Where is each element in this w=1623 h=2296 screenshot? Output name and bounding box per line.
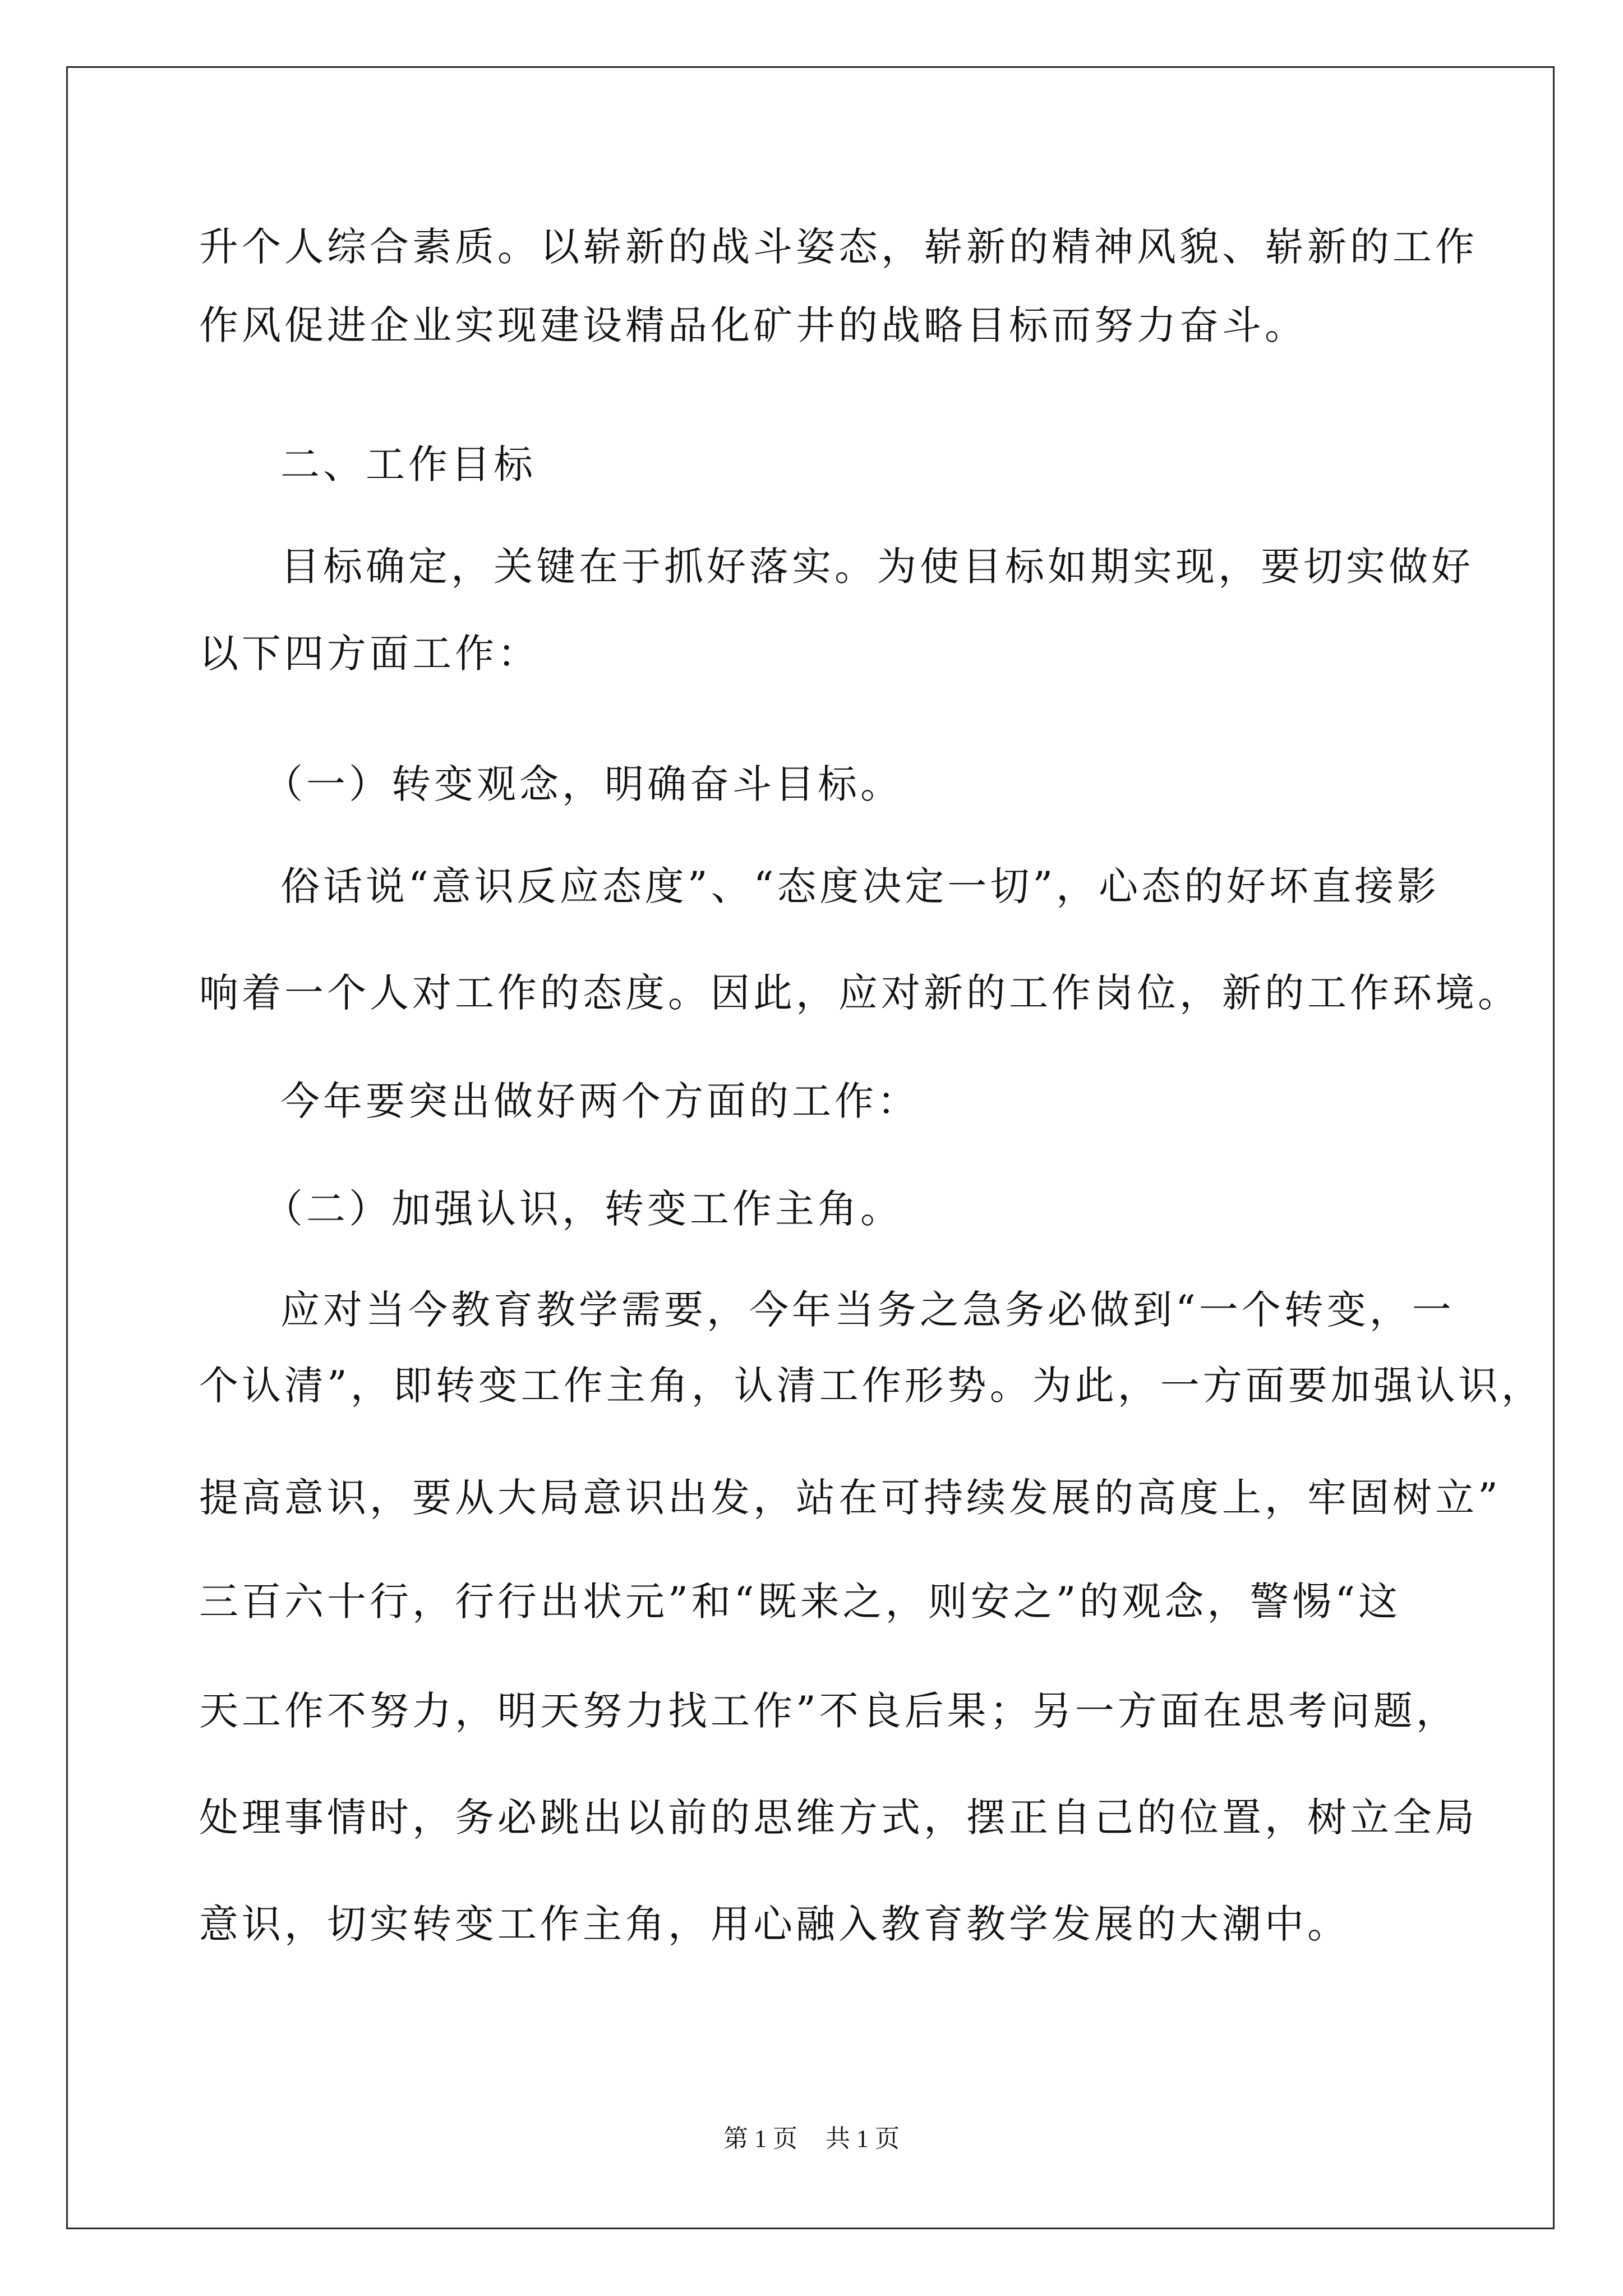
text-line: 提高意识，要从大局意识出发，站在可持续发展的高度上，牢固树立” bbox=[199, 1475, 1501, 1521]
subsection-heading: （一）转变观念，明确奋斗目标。 bbox=[264, 761, 903, 807]
text-line: 升个人综合素质。以崭新的战斗姿态，崭新的精神风貌、崭新的工作 bbox=[199, 224, 1478, 270]
text-line: 天工作不努力，明天努力找工作”不良后果；另一方面在思考问题， bbox=[199, 1688, 1459, 1734]
page-number: 第 1 页 bbox=[723, 2125, 797, 2152]
text-line: 俗话说“意识反应态度”、“态度决定一切”，心态的好坏直接影 bbox=[280, 863, 1440, 909]
text-line: 意识，切实转变工作主角，用心融入教育教学发展的大潮中。 bbox=[199, 1901, 1350, 1947]
text-line: 目标确定，关键在于抓好落实。为使目标如期实现，要切实做好 bbox=[280, 544, 1474, 590]
text-line: 以下四方面工作： bbox=[199, 631, 540, 677]
text-line: 响着一个人对工作的态度。因此，应对新的工作岗位，新的工作环境。 bbox=[199, 970, 1520, 1016]
text-line: 应对当今教育教学需要，今年当务之急务必做到“一个转变，一 bbox=[280, 1287, 1455, 1333]
page-total: 共 1 页 bbox=[826, 2125, 900, 2152]
text-line: 今年要突出做好两个方面的工作： bbox=[280, 1078, 920, 1124]
text-line: 三百六十行，行行出状元”和“既来之，则安之”的观念，警惕“这 bbox=[199, 1579, 1401, 1625]
text-line: 个认清”，即转变工作主角，认清工作形势。为此，一方面要加强认识， bbox=[199, 1363, 1544, 1409]
subsection-heading: （二）加强认识，转变工作主角。 bbox=[264, 1186, 903, 1232]
text-line: 处理事情时，务必跳出以前的思维方式，摆正自己的位置，树立全局 bbox=[199, 1795, 1478, 1841]
text-line: 作风促进企业实现建设精品化矿井的战略目标而努力奋斗。 bbox=[199, 302, 1307, 348]
page-footer bbox=[0, 2127, 1623, 2151]
section-heading: 二、工作目标 bbox=[280, 441, 536, 487]
